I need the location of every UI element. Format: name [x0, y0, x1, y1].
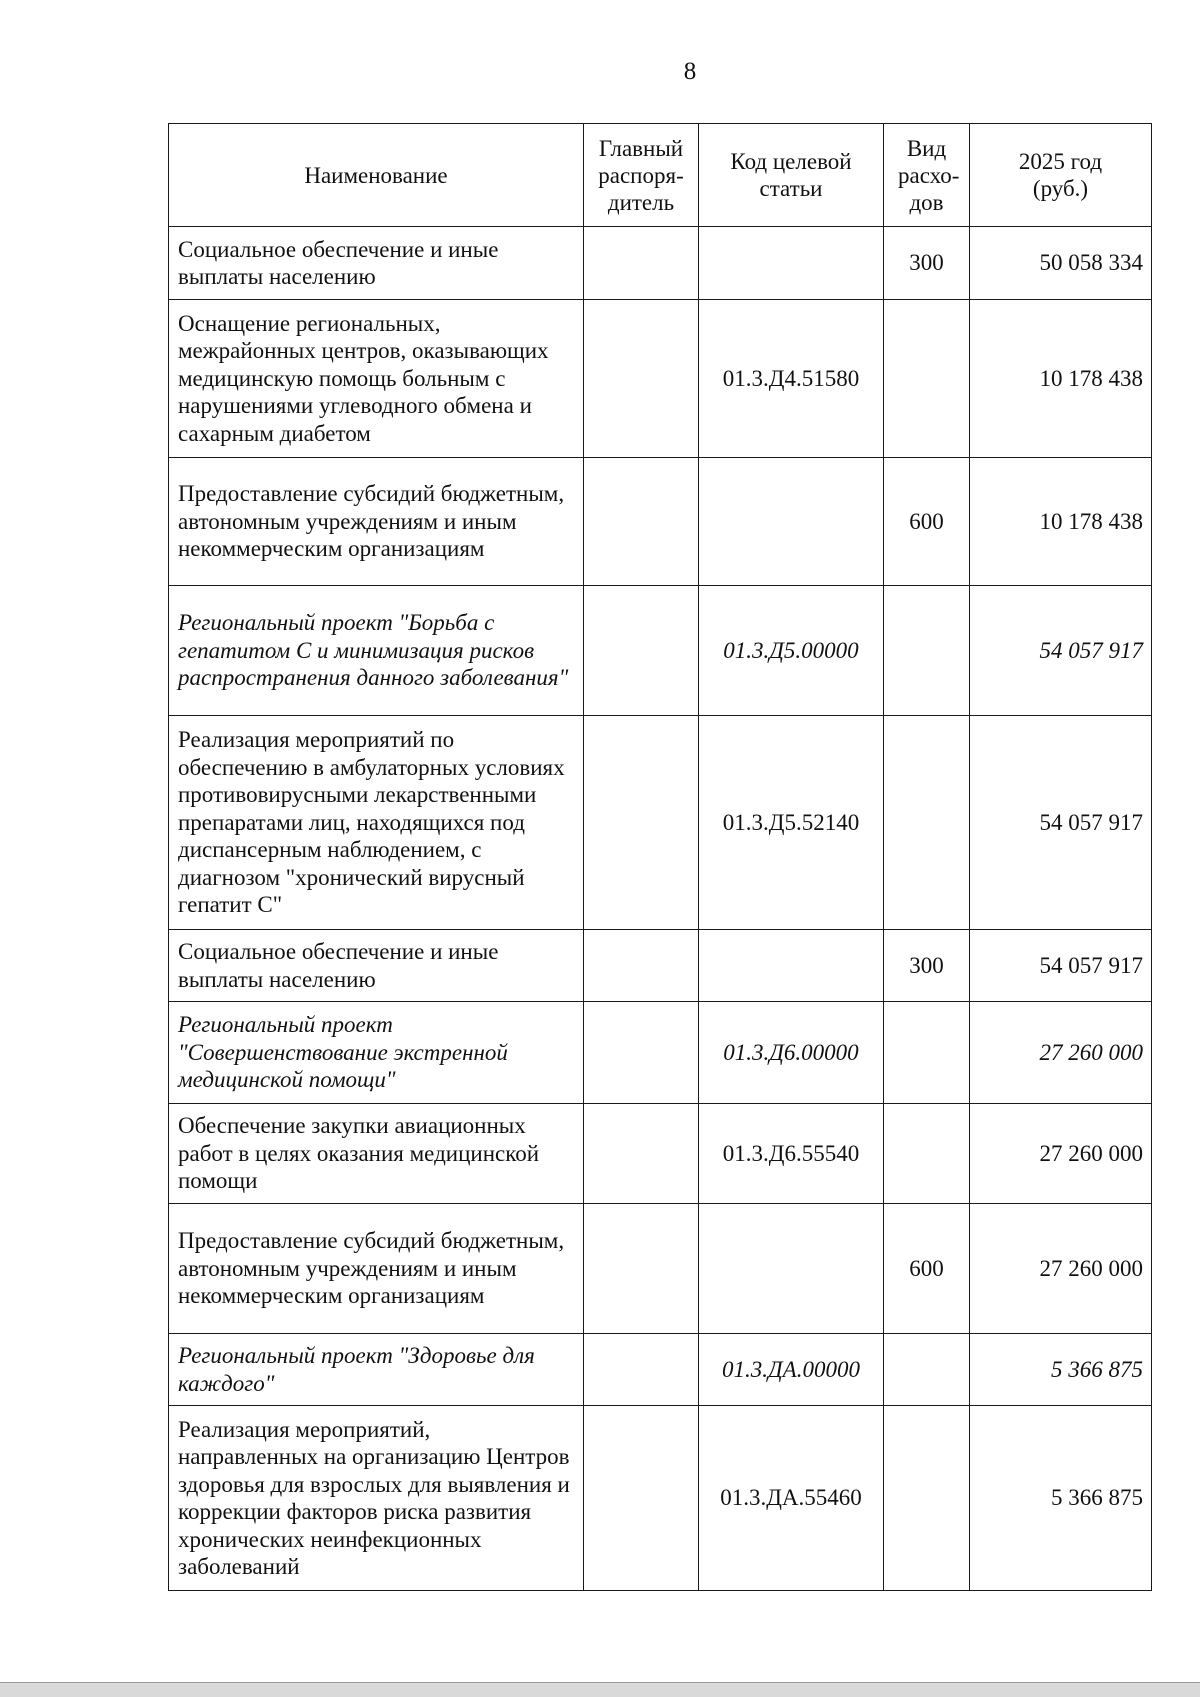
- row-code-cell: 01.3.Д5.00000: [699, 586, 884, 716]
- row-code-cell: [699, 1204, 884, 1334]
- row-type-cell: 600: [884, 458, 970, 586]
- row-amount-cell: 27 260 000: [970, 1002, 1152, 1104]
- row-amount-cell: 54 057 917: [970, 586, 1152, 716]
- table-row: [169, 1104, 1152, 1204]
- row-amount-cell: 5 366 875: [970, 1406, 1152, 1591]
- table-row: [169, 1204, 1152, 1334]
- table-header-row: [169, 124, 1152, 227]
- row-amount-cell: 10 178 438: [970, 458, 1152, 586]
- row-code-cell: [699, 227, 884, 300]
- row-name-cell: Реализация мероприятий, направленных на организацию Центров здоровья для взрослых для выявления и коррекции факторов риска развития хронических неинфекционных заболеваний: [169, 1406, 584, 1591]
- table-row: [169, 586, 1152, 716]
- row-code-cell: [699, 458, 884, 586]
- header-name: Наименование: [169, 124, 584, 227]
- page-bottom-edge: [0, 1682, 1200, 1697]
- row-code-cell: 01.3.Д5.52140: [699, 716, 884, 930]
- table-row: [169, 716, 1152, 930]
- row-manager-cell: [584, 300, 699, 458]
- row-code-cell: 01.3.Д4.51580: [699, 300, 884, 458]
- row-manager-cell: [584, 458, 699, 586]
- row-type-cell: [884, 1104, 970, 1204]
- row-amount-cell: 54 057 917: [970, 716, 1152, 930]
- row-manager-cell: [584, 1406, 699, 1591]
- row-type-cell: [884, 716, 970, 930]
- row-name-cell: Социальное обеспечение и иные выплаты населению: [169, 930, 584, 1002]
- row-amount-cell: 10 178 438: [970, 300, 1152, 458]
- header-code: Код целевой статьи: [699, 124, 884, 227]
- row-code-cell: 01.3.ДА.55460: [699, 1406, 884, 1591]
- row-name-cell: Социальное обеспечение и иные выплаты населению: [169, 227, 584, 300]
- row-amount-cell: 54 057 917: [970, 930, 1152, 1002]
- row-manager-cell: [584, 1334, 699, 1406]
- row-name-cell: Региональный проект "Борьба с гепатитом С и минимизация рисков распространения данного заболевания": [169, 586, 584, 716]
- row-type-cell: 600: [884, 1204, 970, 1334]
- row-type-cell: [884, 1334, 970, 1406]
- header-year: 2025 год (руб.): [970, 124, 1152, 227]
- row-name-cell: Обеспечение закупки авиационных работ в целях оказания медицинской помощи: [169, 1104, 584, 1204]
- row-name-cell: Региональный проект "Совершенствование экстренной медицинской помощи": [169, 1002, 584, 1104]
- row-code-cell: 01.3.Д6.00000: [699, 1002, 884, 1104]
- row-name-cell: Предоставление субсидий бюджетным, автономным учреждениям и иным некоммерческим организациям: [169, 458, 584, 586]
- row-manager-cell: [584, 1002, 699, 1104]
- row-type-cell: [884, 1002, 970, 1104]
- row-type-cell: 300: [884, 930, 970, 1002]
- row-name-cell: Реализация мероприятий по обеспечению в амбулаторных условиях противовирусными лекарственными препаратами лиц, находящихся под диспансерным наблюдением, с диагнозом "хронический вирусный гепатит С": [169, 716, 584, 930]
- budget-table: [168, 123, 1152, 1591]
- row-type-cell: [884, 300, 970, 458]
- row-amount-cell: 50 058 334: [970, 227, 1152, 300]
- row-manager-cell: [584, 227, 699, 300]
- row-manager-cell: [584, 1104, 699, 1204]
- table-row: [169, 1002, 1152, 1104]
- row-name-cell: Предоставление субсидий бюджетным, автономным учреждениям и иным некоммерческим организациям: [169, 1204, 584, 1334]
- table-row: [169, 930, 1152, 1002]
- row-manager-cell: [584, 930, 699, 1002]
- row-manager-cell: [584, 716, 699, 930]
- row-type-cell: [884, 586, 970, 716]
- table-row: [169, 458, 1152, 586]
- table-body: [169, 227, 1152, 1591]
- table-row: [169, 1406, 1152, 1591]
- row-name-cell: Оснащение региональных, межрайонных центров, оказывающих медицинскую помощь больным с нарушениями углеводного обмена и сахарным диабетом: [169, 300, 584, 458]
- table-row: [169, 1334, 1152, 1406]
- row-name-cell: Региональный проект "Здоровье для каждого": [169, 1334, 584, 1406]
- row-amount-cell: 5 366 875: [970, 1334, 1152, 1406]
- row-amount-cell: 27 260 000: [970, 1204, 1152, 1334]
- row-manager-cell: [584, 1204, 699, 1334]
- row-code-cell: 01.3.Д6.55540: [699, 1104, 884, 1204]
- row-code-cell: [699, 930, 884, 1002]
- table-row: [169, 300, 1152, 458]
- row-amount-cell: 27 260 000: [970, 1104, 1152, 1204]
- row-type-cell: [884, 1406, 970, 1591]
- row-code-cell: 01.3.ДА.00000: [699, 1334, 884, 1406]
- row-type-cell: 300: [884, 227, 970, 300]
- row-manager-cell: [584, 586, 699, 716]
- header-type: Вид расхо-дов: [884, 124, 970, 227]
- header-manager: Главный распоря-дитель: [584, 124, 699, 227]
- table-row: [169, 227, 1152, 300]
- page-number: 8: [683, 58, 697, 85]
